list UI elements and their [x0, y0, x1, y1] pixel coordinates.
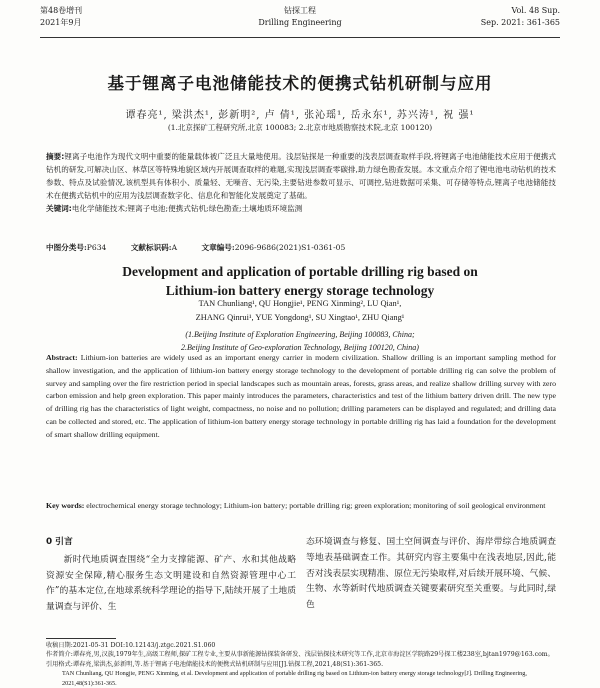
abstract-cn — [46, 150, 556, 215]
date-cn: 2021年9月 — [40, 18, 82, 27]
abstract-en — [46, 352, 556, 442]
authors-cn: 谭春亮¹, 梁洪杰¹, 彭新明², 卢 倩¹, 张沁瑶¹, 岳永东¹, 苏兴涛¹, 祝 强¹ — [125, 110, 475, 121]
body-column-left — [46, 535, 296, 616]
doc-code: 文献标识码:A — [130, 243, 178, 252]
abstract-cn-text: 锂离子电池作为现代文明中重要的能量载体被广泛且大量地使用。浅层钻探是一种重要的浅表层调查取样手段,将锂离子电池储能技术应用于便携式钻机的研发,可解决山区、林草区等特殊地貌区域内开展调查取样的难题,实现浅层调查零碳排,助力绿色勘查发展。本文重点介绍了锂电池电动钻机的技术参数、特点及试验情况,该机型具有体积小、质量轻、无噪音、无污染,主要钻进参数可显示、可调控,钻进数据可采集、可存储等特点,锂离子电池储能技术在便携式钻机中的应用为浅层调查数字化、信息化和智能化发展奠定了基础。 — [46, 152, 556, 200]
authors-en-line1: TAN Chunliang¹, QU Hongjie¹, PENG Xinming², LU Qian¹, — [198, 299, 402, 308]
affiliations-en — [0, 328, 600, 354]
affil-en-line2: 2.Beijing Institute of Geo-exploration Technology, Beijing 100120, China) — [181, 343, 419, 352]
title-en-line2: Lithium-ion battery energy storage technology — [165, 283, 435, 298]
header-right — [481, 5, 560, 29]
journal-name-cn: 钻探工程 — [284, 6, 316, 15]
volume-cn: 第48卷增刊 — [40, 6, 83, 15]
article-id: 文章编号:2096-9686(2021)S1-0361-05 — [201, 243, 346, 252]
keywords-en-label: Key words: — [46, 501, 85, 510]
footnote-citation-en: TAN Chunliang, QU Hongjie, PENG Xinming, et al. Development and application of portable drilling rig based on Lithium-ion battery energy storage technology[J]. Drilling Engineering, 2021,48(S1):361-365. — [62, 670, 527, 687]
volume-en: Vol. 48 Sup. — [511, 6, 560, 15]
title-en-line1: Development and application of portable drilling rig based on — [122, 264, 478, 279]
footnote-received: 收稿日期:2021-05-31 DOI:10.12143/j.ztgc.2021.S1.060 — [46, 642, 216, 649]
footnote — [46, 641, 556, 688]
body-paragraph-left: 新时代地质调查围绕“全力支撑能源、矿产、水和其他战略资源安全保障,精心服务生态文明建设和自然资源管理中心工作”的基本定位,在地球系统科学理论的指导下,陆续开展了土地质量调查与评价、生 — [46, 554, 296, 613]
keywords-en — [46, 500, 556, 513]
affil-en-line1: (1.Beijing Institute of Exploration Engineering, Beijing 100083, China; — [185, 330, 415, 339]
section-heading: 0 引言 — [46, 537, 73, 547]
keywords-en-text: electrochemical energy storage technology; Lithium-ion battery; portable drilling rig; green exploration; monitoring of soil geological environment — [86, 501, 546, 510]
authors-en — [0, 297, 600, 325]
clc-number: 中图分类号:P634 — [46, 243, 107, 252]
footnote-rule — [46, 638, 116, 639]
authors-en-line2: ZHANG Qinrui¹, YUE Yongdong¹, SU Xingtao¹, ZHU Qiang¹ — [195, 313, 405, 322]
journal-name-en: Drilling Engineering — [258, 18, 342, 27]
running-header — [40, 3, 560, 38]
abstract-cn-label: 摘要: — [46, 152, 65, 161]
keywords-cn-text: 电化学储能技术;锂离子电池;便携式钻机;绿色勘查;土壤地质环境监测 — [71, 204, 303, 213]
footnote-author: 作者简介:谭春亮,男,汉族,1979年生,高级工程师,探矿工程专业,主要从事新能源钻探装备研发、浅层钻探技术研究等工作,北京市海淀区学院路29号探工楼238室,bjtan1979@163.com。 — [46, 651, 554, 659]
abstract-en-text: Lithium-ion batteries are widely used as an important energy carrier in modern civilization. Shallow drilling is an important sampling method for shallow investigation, and the application of lithium-ion battery energy storage technology to the development of portable drilling rig can solve the problem of survey and sampling over the fire restriction period in special landscapes such as mountain areas, forests, grass areas, and realize shallow drilling survey with zero carbon emission and help green exploration. This paper mainly introduces the parameters, characteristics and test of the lithium battery driven drill. The new type of drilling rig has the characteristics of light weight, compactness, no noise and no pollution; drilling parameters can be displayed and regulated; and drilling data can be collected and stored, etc. The application of lithium-ion battery energy storage technology in portable drilling rig has laid a foundation for the development of smart shallow drilling equipment. — [46, 353, 556, 439]
abstract-en-label: Abstract: — [46, 353, 78, 362]
title-cn: 基于锂离子电池储能技术的便携式钻机研制与应用 — [107, 74, 493, 93]
affiliations-cn: (1.北京探矿工程研究所,北京 100083; 2.北京市地质勘察技术院,北京 100120) — [167, 123, 433, 132]
body-column-right — [306, 535, 556, 614]
classification-cn — [46, 242, 556, 253]
title-en — [0, 262, 600, 300]
footnote-citation-cn: 引用格式:谭春亮,梁洪杰,彭新明,等.基于锂离子电池储能技术的便携式钻机研制与应用[J].钻探工程,2021,48(S1):361-365. — [46, 660, 384, 668]
pages-en: Sep. 2021: 361-365 — [480, 18, 560, 27]
keywords-cn-label: 关键词: — [46, 204, 72, 213]
body-paragraph-right: 态环境调查与修复、国土空间调查与评价、海岸带综合地质调查等地表基础调查工作。其研究内容主要集中在浅表地层,因此,能否对浅表层实现精准、原位无污染取样,对后续开展环境、气候、生物、水等新时代地质调查关键要素研究至关重要。与此同时,绿色 — [306, 537, 556, 611]
